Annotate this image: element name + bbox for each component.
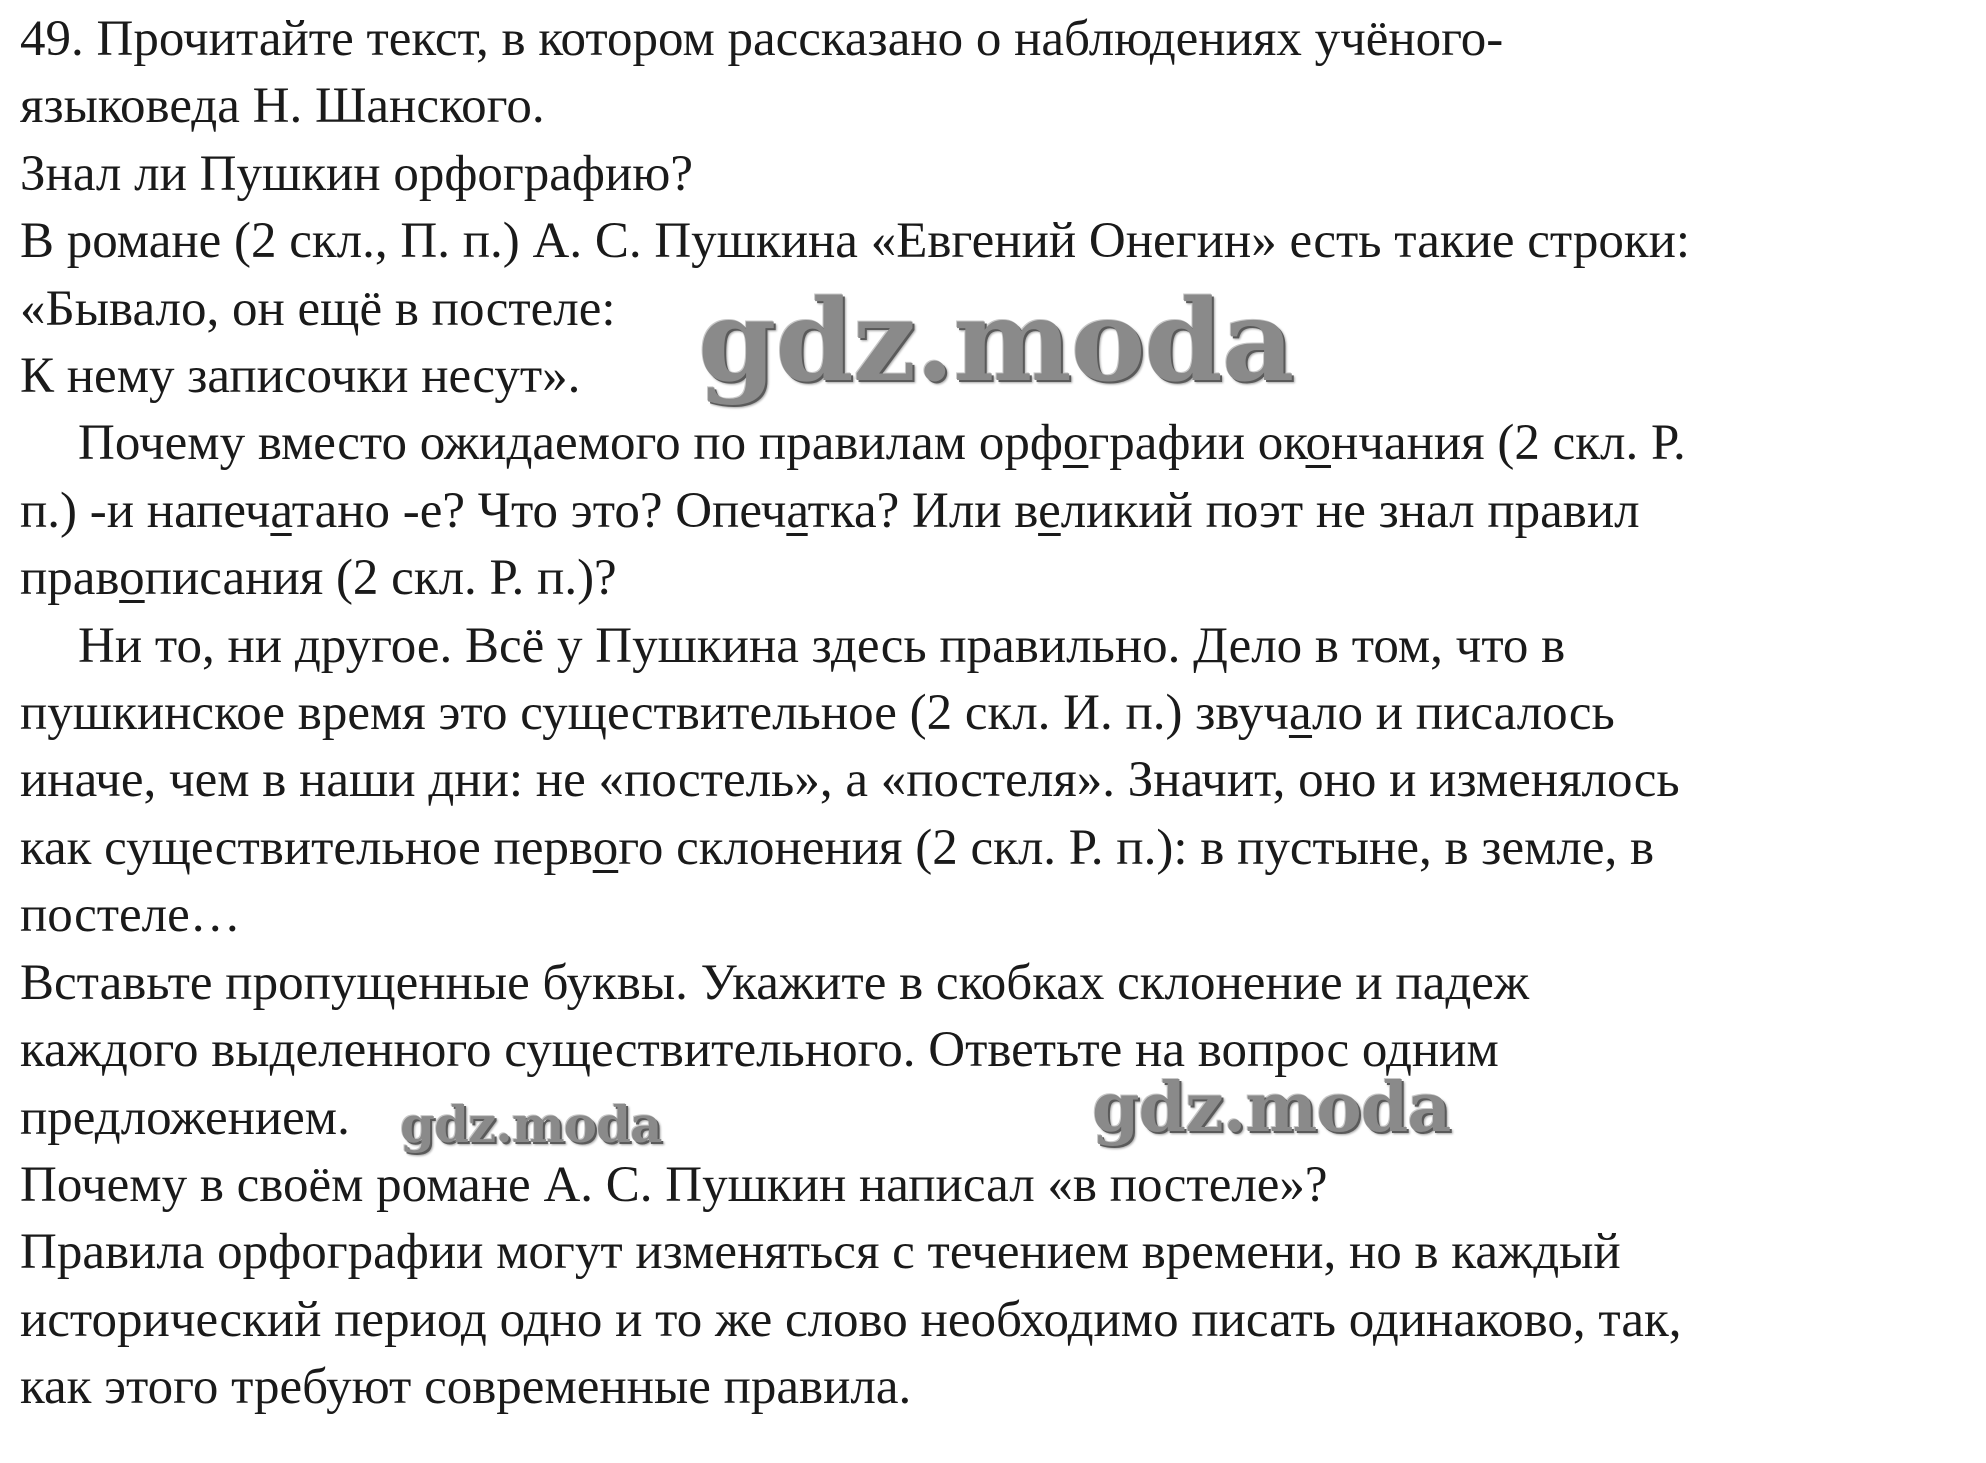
text-line: иначе, чем в наши дни: не «постель», а «постеля». Значит, оно и изменялось	[20, 752, 1680, 809]
task-line: каждого выделенного существительного. Ответьте на вопрос одним	[20, 1022, 1499, 1079]
missing-letter: о	[592, 819, 619, 876]
watermark-logo: gdz.moda	[400, 1095, 662, 1154]
missing-letter: о	[119, 550, 145, 607]
missing-letter: а	[1288, 685, 1313, 742]
missing-letter: е	[1038, 482, 1061, 539]
text-line: В романе (2 скл., П. п.) А. С. Пушкина «Евгений Онегин» есть такие строки:	[20, 213, 1691, 270]
watermark-logo: gdz.moda	[1092, 1068, 1451, 1148]
missing-letter: а	[270, 482, 292, 539]
text-line: п.) -и напечатано -е? Что это? Опечатка? Или великий поэт не знал правил	[20, 482, 1640, 539]
answer-line: Правила орфографии могут изменяться с течением времени, но в каждый	[20, 1224, 1621, 1281]
question-line: Почему в своём романе А. С. Пушкин написал «в постеле»?	[20, 1156, 1328, 1213]
watermark-logo: gdz.moda	[698, 276, 1294, 407]
quote-line: К нему записочки несут».	[20, 348, 581, 405]
answer-line: исторический период одно и то же слово необходимо писать одинаково, так,	[20, 1291, 1682, 1348]
missing-letter: о	[1062, 415, 1089, 472]
exercise-text	[20, 6, 1970, 1422]
quote-line: «Бывало, он ещё в постеле:	[20, 280, 616, 337]
text-line: постеле…	[20, 887, 241, 944]
text-line: как существительное первого склонения (2 скл. Р. п.): в пустыне, в земле, в	[20, 819, 1655, 876]
text-heading: Знал ли Пушкин орфографию?	[20, 145, 694, 202]
exercise-title: 49. Прочитайте текст, в котором рассказано о наблюдениях учёного-	[20, 11, 1504, 67]
text-line: правописания (2 скл. Р. п.)?	[20, 550, 617, 607]
text-line: Ни то, ни другое. Всё у Пушкина здесь правильно. Дело в том, что в	[78, 617, 1566, 674]
task-line: предложением.	[20, 1089, 350, 1146]
missing-letter: о	[1305, 415, 1331, 472]
answer-line: как этого требуют современные правила.	[20, 1359, 912, 1416]
missing-letter: а	[786, 482, 808, 539]
task-line: Вставьте пропущенные буквы. Укажите в скобках склонение и падеж	[20, 954, 1530, 1011]
text-line: Почему вместо ожидаемого по правилам орфографии окончания (2 скл. Р.	[78, 415, 1686, 472]
text-line: пушкинское время это существительное (2 скл. И. п.) звучало и писалось	[20, 685, 1615, 742]
exercise-title-cont: языковеда Н. Шанского.	[20, 78, 545, 135]
